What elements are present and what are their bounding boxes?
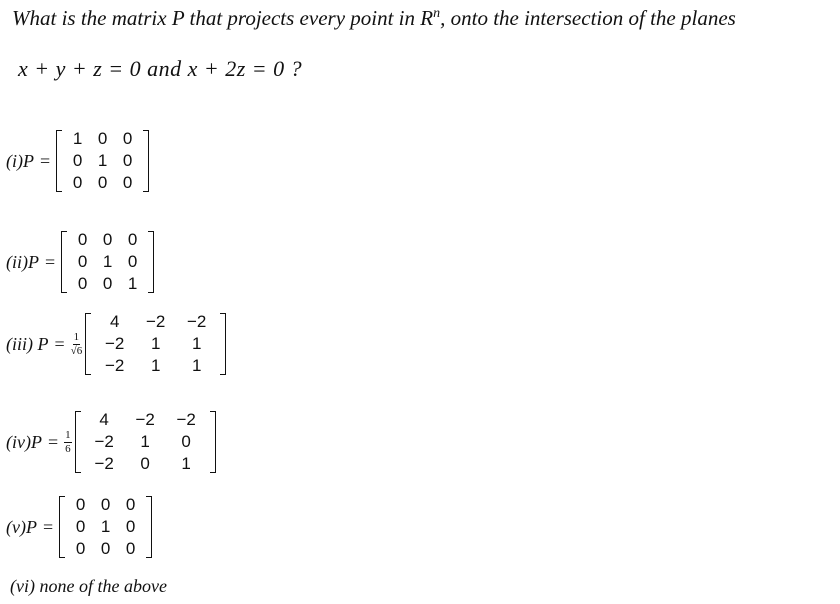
matrix-cell: 0 <box>77 274 88 293</box>
matrix-cell: 0 <box>125 517 136 536</box>
matrix <box>75 409 216 475</box>
matrix <box>56 128 149 194</box>
matrix <box>59 494 152 560</box>
matrix <box>85 311 226 377</box>
question-text-start: What is the matrix P that projects every point in R <box>12 6 434 30</box>
option-label: (iv)P <box>6 431 42 452</box>
matrix-cell: −2 <box>187 312 207 331</box>
matrix-cell: 0 <box>140 454 150 473</box>
matrix-cell: 0 <box>100 495 111 514</box>
matrix-cell: 1 <box>191 356 202 375</box>
matrix-cell: 0 <box>77 252 88 271</box>
matrix-cell: 0 <box>97 129 108 148</box>
matrix <box>61 229 154 295</box>
option-label: (iii) P <box>6 333 49 354</box>
matrix-cell: 0 <box>125 495 136 514</box>
question-text-end: , onto the intersection of the planes <box>440 6 736 30</box>
matrix-cell: 1 <box>181 454 191 473</box>
fraction-numerator: 1 <box>65 428 71 441</box>
matrix-cell: −2 <box>135 410 155 429</box>
matrix-cell: 0 <box>97 173 108 192</box>
matrix-cell: 0 <box>181 432 191 451</box>
matrix-cell: 1 <box>102 252 113 271</box>
matrix-cell: 0 <box>122 173 133 192</box>
matrix-cell: −2 <box>94 432 114 451</box>
equals-sign: = <box>45 251 56 272</box>
matrix-cell: 0 <box>75 539 86 558</box>
matrix-cell: 0 <box>75 495 86 514</box>
matrix-cell: −2 <box>176 410 196 429</box>
option-label: (v)P <box>6 516 37 537</box>
matrix-cell: 1 <box>72 129 83 148</box>
matrix-cell: −2 <box>146 312 166 331</box>
equals-sign: = <box>47 431 59 452</box>
fraction-denominator: 6 <box>65 442 71 455</box>
equals-sign: = <box>54 333 65 354</box>
matrix-cell: −2 <box>105 356 125 375</box>
question-line-2: x + y + z = 0 and x + 2z = 0 ? <box>18 56 303 81</box>
matrix-cell: 0 <box>102 230 113 249</box>
option-v <box>6 494 152 560</box>
matrix-cell: 1 <box>127 274 138 293</box>
matrix-cell: 1 <box>100 517 111 536</box>
option-iii <box>6 311 226 377</box>
equals-sign: = <box>39 150 51 171</box>
scalar-fraction <box>64 430 72 455</box>
matrix-cell: 0 <box>122 151 133 170</box>
matrix-cell: 1 <box>150 356 161 375</box>
matrix-cell: 4 <box>99 410 109 429</box>
matrix-cell: 0 <box>72 151 83 170</box>
matrix-cell: 0 <box>77 230 88 249</box>
equals-sign: = <box>42 516 54 537</box>
matrix-cell: 1 <box>191 334 202 353</box>
fraction-numerator: 1 <box>73 330 80 343</box>
option-ii <box>6 229 154 295</box>
matrix-cell: 4 <box>109 312 120 331</box>
matrix-cell: 0 <box>75 517 86 536</box>
matrix-cell: 1 <box>150 334 161 353</box>
question-line-1 <box>12 6 736 31</box>
matrix-cell: 0 <box>127 230 138 249</box>
option-label: (i)P <box>6 150 34 171</box>
matrix-cell: 0 <box>102 274 113 293</box>
matrix-cell: 1 <box>97 151 108 170</box>
matrix-cell: −2 <box>105 334 125 353</box>
matrix-cell: −2 <box>94 454 114 473</box>
matrix-cell: 1 <box>140 432 150 451</box>
option-vi: (vi) none of the above <box>10 576 167 596</box>
matrix-cell: 0 <box>122 129 133 148</box>
fraction-denominator: √6 <box>70 344 83 357</box>
matrix-cell: 0 <box>100 539 111 558</box>
option-iv <box>6 409 216 475</box>
scalar-fraction <box>71 332 83 357</box>
matrix-cell: 0 <box>127 252 138 271</box>
option-label: (ii)P <box>6 251 39 272</box>
matrix-cell: 0 <box>72 173 83 192</box>
matrix-cell: 0 <box>125 539 136 558</box>
option-i <box>6 128 149 194</box>
exponent-n: n <box>433 6 441 21</box>
